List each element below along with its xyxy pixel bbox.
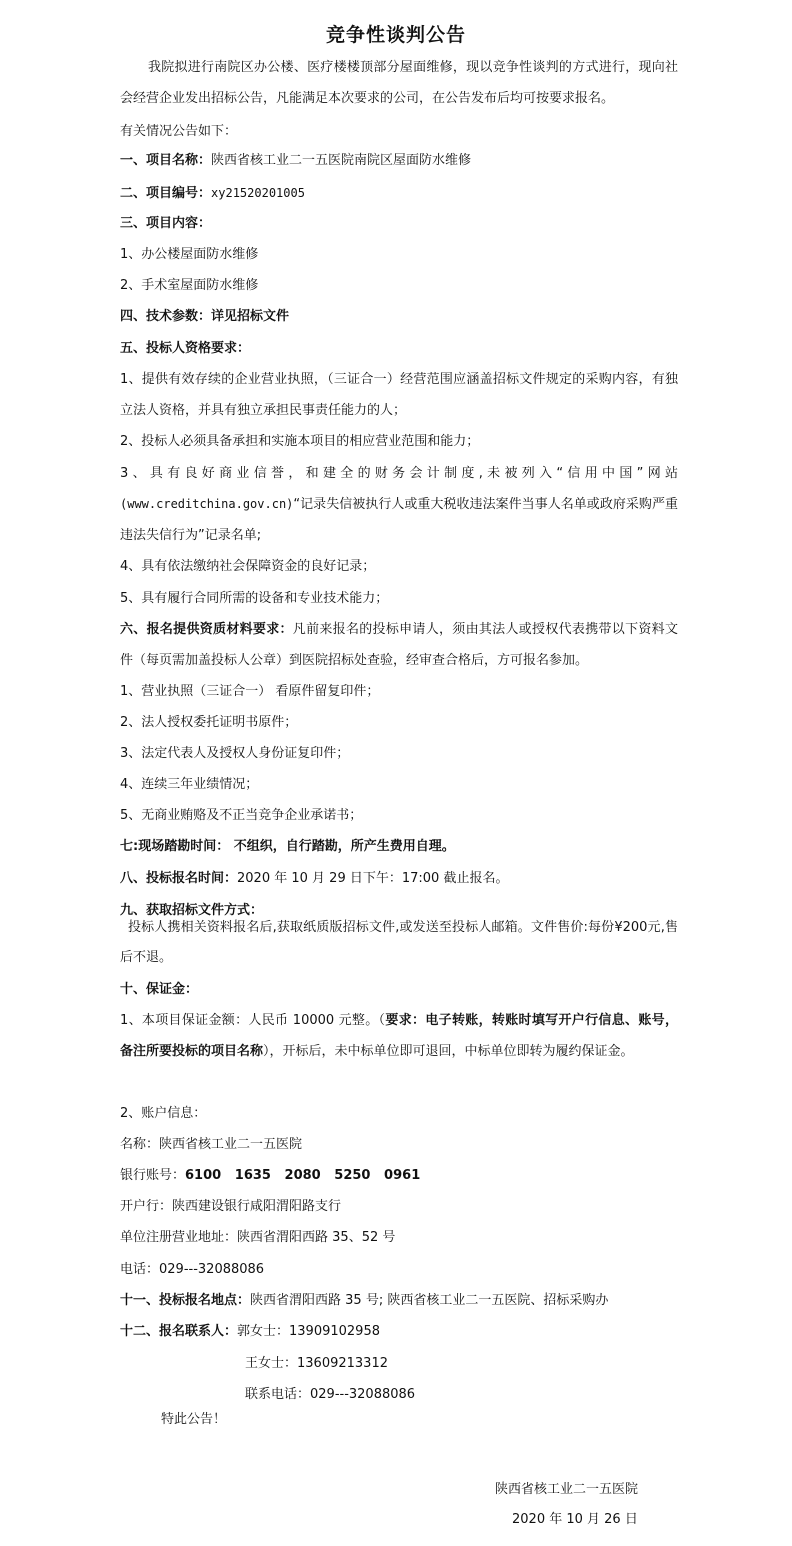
address-label: 单位注册营业地址： — [120, 1230, 238, 1245]
bank-name: 陕西建设银行咸阳渭阳路支行 — [172, 1199, 342, 1214]
bank-account-row — [120, 1167, 420, 1185]
section-6-paragraph — [120, 614, 678, 676]
section-6-item-4: 4、连续三年业绩情况； — [120, 777, 259, 792]
section-11-heading: 十一、投标报名地点： — [120, 1293, 251, 1308]
section-8 — [120, 870, 508, 888]
section-9-heading: 九、获取招标文件方式： — [120, 903, 264, 918]
section-7 — [120, 838, 455, 856]
phone-label: 电话： — [120, 1262, 160, 1277]
section-6-item-1: 1、营业执照（三证合一） 看原件留复印件； — [120, 684, 380, 699]
section-5-item-1: 1、提供有效存续的企业营业执照，（三证合一）经营范围应涵盖招标文件规定的采购内容，有独立法人资格，并具有独立承担民事责任能力的人； — [120, 372, 678, 418]
registration-location: 陕西省渭阳西路 35 号; 陕西省核工业二一五医院、招标采购办 — [250, 1293, 609, 1308]
section-2 — [120, 184, 305, 203]
section-6-text: 凡前来报名的投标申请人，须由其法人或授权代表携带以下资料文件（每页需加盖投标人公章）到医院招标处查验，经审查合格后，方可报名参加。 — [120, 622, 678, 668]
phone-row — [120, 1261, 264, 1279]
site-visit-text: 不组织，自行踏勘，所产生费用自理。 — [229, 839, 455, 854]
section-2-heading: 二、项目编号： — [120, 186, 212, 201]
section-7-heading: 七:现场踏勘时间： — [120, 839, 230, 854]
bank-account-number: 6100 1635 2080 5250 0961 — [185, 1168, 421, 1183]
section-12 — [120, 1323, 380, 1341]
section-12-heading: 十二、报名联系人： — [120, 1324, 238, 1339]
section-10-heading: 十、保证金： — [120, 982, 199, 997]
closing-text: 特此公告！ — [161, 1412, 227, 1427]
section-5-item-5: 5、具有履行合同所需的设备和专业技术能力； — [120, 591, 389, 606]
section-3-item-1: 1、办公楼屋面防水维修 — [120, 247, 259, 262]
section-6-item-3: 3、法定代表人及授权人身份证复印件； — [120, 746, 350, 761]
account-name: 陕西省核工业二一五医院 — [159, 1137, 303, 1152]
project-code: xy21520201005 — [211, 186, 305, 200]
document-title: 竞争性谈判公告 — [325, 24, 466, 46]
section-11 — [120, 1292, 608, 1310]
section-3-item-2: 2、手术室屋面防水维修 — [120, 278, 259, 293]
section-10-item-2: 2、账户信息： — [120, 1106, 207, 1121]
section-5-item-2: 2、投标人必须具备承担和实施本项目的相应营业范围和能力； — [120, 434, 480, 449]
phone-number: 029---32088086 — [159, 1262, 265, 1277]
signature-org: 陕西省核工业二一五医院 — [495, 1482, 639, 1497]
deposit-requirement: 要求：电子转账，转账时填写开户行信息、账号，备注所要投标的项目名称 — [120, 1013, 678, 1059]
section-6-item-2: 2、法人授权委托证明书原件； — [120, 715, 298, 730]
account-name-label: 名称： — [120, 1137, 160, 1152]
section-10-item-1 — [120, 1005, 678, 1067]
section-6-heading: 六、报名提供资质材料要求： — [120, 622, 293, 637]
project-name: 陕西省核工业二一五医院南院区屋面防水维修 — [211, 153, 472, 168]
section-3-heading: 三、项目内容： — [120, 216, 212, 231]
intro-paragraph: 我院拟进行南院区办公楼、医疗楼楼顶部分屋面维修，现以竞争性谈判的方式进行，现向社会经营企业发出招标公告，凡能满足本次要求的公司，在公告发布后均可按要求报名。 — [120, 60, 678, 106]
deposit-amount: 1、本项目保证金额：人民币 10000 元整。（ — [120, 1013, 386, 1028]
section-1-heading: 一、项目名称： — [120, 153, 212, 168]
bank-label: 开户行： — [120, 1199, 173, 1214]
section-5-item-3-lead: 3、具有良好商业信誉，和建全的财务会计制度,未被列入“信用中国”网站 — [120, 466, 678, 481]
contact-phone: 联系电话：029---32088086 — [245, 1387, 416, 1402]
section-5-item-4: 4、具有依法缴纳社会保障资金的良好记录； — [120, 559, 376, 574]
section-8-heading: 八、投标报名时间： — [120, 871, 238, 886]
signature-date: 2020 年 10 月 26 日 — [512, 1512, 638, 1527]
deposit-refund: ），开标后，未中标单位即可退回，中标单位即转为履约保证金。 — [263, 1044, 634, 1059]
section-6-item-5: 5、无商业贿赂及不正当竞争企业承诺书； — [120, 808, 363, 823]
address-row — [120, 1229, 395, 1247]
section-5-heading: 五、投标人资格要求： — [120, 341, 251, 356]
section-9-text: 投标人携相关资料报名后,获取纸质版招标文件,或发送至投标人邮箱。文件售价:每份¥200元,售后不退。 — [120, 920, 678, 965]
bank-row — [120, 1198, 341, 1216]
section-5-item-3-tail: “记录失信被执行人或重大税收违法案件当事人名单或政府采购严重违法失信行为”记录名单; — [120, 497, 678, 543]
bank-account-label: 银行账号： — [120, 1168, 186, 1183]
registration-deadline: 2020 年 10 月 29 日下午：17:00 截止报名。 — [237, 871, 509, 886]
contact-wang: 王女士：13609213312 — [245, 1356, 388, 1371]
credit-china-url: (www.creditchina.gov.cn) — [120, 497, 294, 511]
contact-guo: 郭女士：13909102958 — [237, 1324, 380, 1339]
section-4-heading: 四、技术参数：详见招标文件 — [120, 309, 290, 324]
section-5-item-3 — [120, 458, 678, 551]
section-1 — [120, 152, 471, 170]
intro-tail: 有关情况公告如下： — [120, 124, 238, 139]
account-name-row — [120, 1136, 302, 1154]
registered-address: 陕西省渭阳西路 35、52 号 — [237, 1230, 396, 1245]
